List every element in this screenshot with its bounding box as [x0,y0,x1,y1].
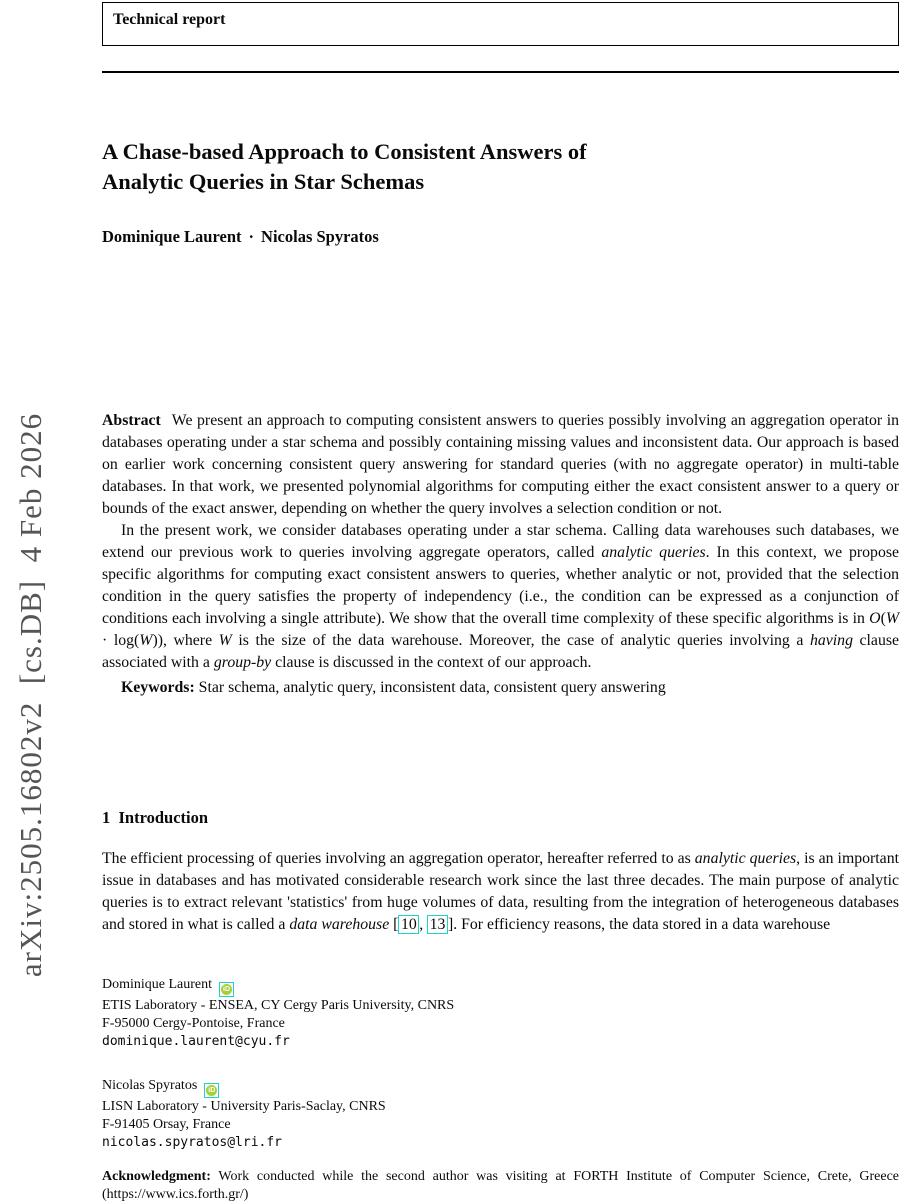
orcid-icon[interactable] [204,1083,219,1098]
paper-title [102,137,899,196]
text-segment: [ [389,916,399,933]
text-segment: , [419,916,428,933]
footnote-name-line [102,1077,899,1098]
citation-link[interactable]: 10 [398,915,419,934]
affiliation-line: ETIS Laboratory - ENSEA, CY Cergy Paris University, CNRS [102,998,455,1013]
keywords-text: Star schema, analytic query, inconsistent data, consistent query answering [198,679,666,696]
text-segment: In the present work, we consider databases operating under a star schema. Calling data warehouses such databases, we extend our previous work to queries involving aggregate operators, called [102,522,899,561]
section-heading-introduction: 1 Introduction [102,808,209,827]
text-segment: clause is discussed in the context of our approach. [271,654,592,671]
abstract-text: We present an approach to computing consistent answers to queries possibly involving an aggregation operator in databases operating under a star schema and possibly containing missing values and inconsistent data. Our approach is based on earlier work concerning consistent query answering for standard queries (with no aggregate operator) in multi-table databases. In that work, we presented polynomial algorithms for computing either the exact consistent answer to a query or bounds of the exact answer, depending on whether the query involves a selection condition or not. [102,412,899,517]
footnote-name-line [102,976,899,997]
text-segment: W [885,610,899,627]
text-segment: The efficient processing of queries involving an aggregation operator, hereafter referred to as [102,850,695,867]
abstract-section [102,410,899,699]
author-separator: · [248,227,255,246]
text-segment: ]. For efficiency reasons, the data stored in a data warehouse [447,916,831,933]
text-segment: ( [880,610,886,627]
footnotes-area [102,976,899,1204]
text-segment: clause associated with a [102,632,900,671]
acknowledgment-label: Acknowledgment: [102,1169,211,1184]
text-segment: group-by [213,654,272,671]
text-segment: O [869,610,881,627]
email-link[interactable]: dominique.laurent@cyu.fr [102,1034,290,1049]
text-segment: , is an important issue in databases and has motivated considerable research work since the last three decades. The main purpose of analytic queries is to extract relevant 'statistics' from huge volumes of data, resulting from the integration of heterogeneous databases and stored in what is called a [102,850,899,933]
abstract-paragraph-1 [102,410,899,520]
header-rule [102,71,899,73]
title-line-2: Analytic Queries in Star Schemas [102,168,425,194]
text-segment: W [218,632,232,649]
keywords-line [102,677,899,699]
footnote-author-name: Nicolas Spyratos [102,1078,198,1093]
affiliation-line: F-91405 Orsay, France [102,1117,231,1132]
text-segment: W [139,632,153,649]
affiliation-line: F-95000 Cergy-Pontoise, France [102,1016,285,1031]
footnote-author-name: Dominique Laurent [102,977,213,992]
title-line-1: A Chase-based Approach to Consistent Answers of [102,139,587,164]
text-segment: analytic queries [601,544,706,561]
text-segment: · log( [102,632,140,649]
author-name-2: Nicolas Spyratos [261,227,379,246]
orcid-badge-glyph: iD [208,1087,216,1094]
text-segment: . In this context, we propose specific algorithms for computing exact consistent answers to queries, whether analytic or not, provided that the selection condition in the query satisfies the property of independency (i.e., the condition can be expressed as a conjunction of conditions each involving a single attribute). We show that the overall time complexity of these specific algorithms is in [102,544,900,627]
abstract-paragraph-2 [102,520,899,674]
email-link[interactable]: nicolas.spyratos@lri.fr [102,1135,283,1150]
authors-line [102,227,899,247]
introduction-paragraph [102,848,899,936]
text-segment: is the size of the data warehouse. Moreover, the case of analytic queries involving a [231,632,810,649]
author-footnote-2 [102,1077,899,1152]
affiliation-line: LISN Laboratory - University Paris-Saclay, CNRS [102,1099,386,1114]
orcid-badge-glyph: iD [223,986,231,993]
text-segment: analytic queries [694,850,797,867]
orcid-icon[interactable] [219,982,234,997]
page-content [102,0,899,1200]
abstract-label: Abstract [102,412,161,429]
author-footnote-1 [102,976,899,1051]
report-type-box [102,2,899,46]
text-segment: data warehouse [289,916,390,933]
author-name-1: Dominique Laurent [102,227,242,246]
keywords-label: Keywords: [121,679,195,696]
text-segment: having [809,632,853,649]
text-segment: )), where [152,632,219,649]
report-type-label: Technical report [113,11,226,28]
acknowledgment [102,1168,899,1204]
citation-link[interactable]: 13 [427,915,448,934]
arxiv-watermark-link[interactable]: arXiv:2505.16802v2 [cs.DB] 4 Feb 2026 [13,412,48,978]
acknowledgment-text: Work conducted while the second author was visiting at FORTH Institute of Computer Science, Crete, Greece (https://www.ics.forth.gr/) [102,1169,899,1202]
